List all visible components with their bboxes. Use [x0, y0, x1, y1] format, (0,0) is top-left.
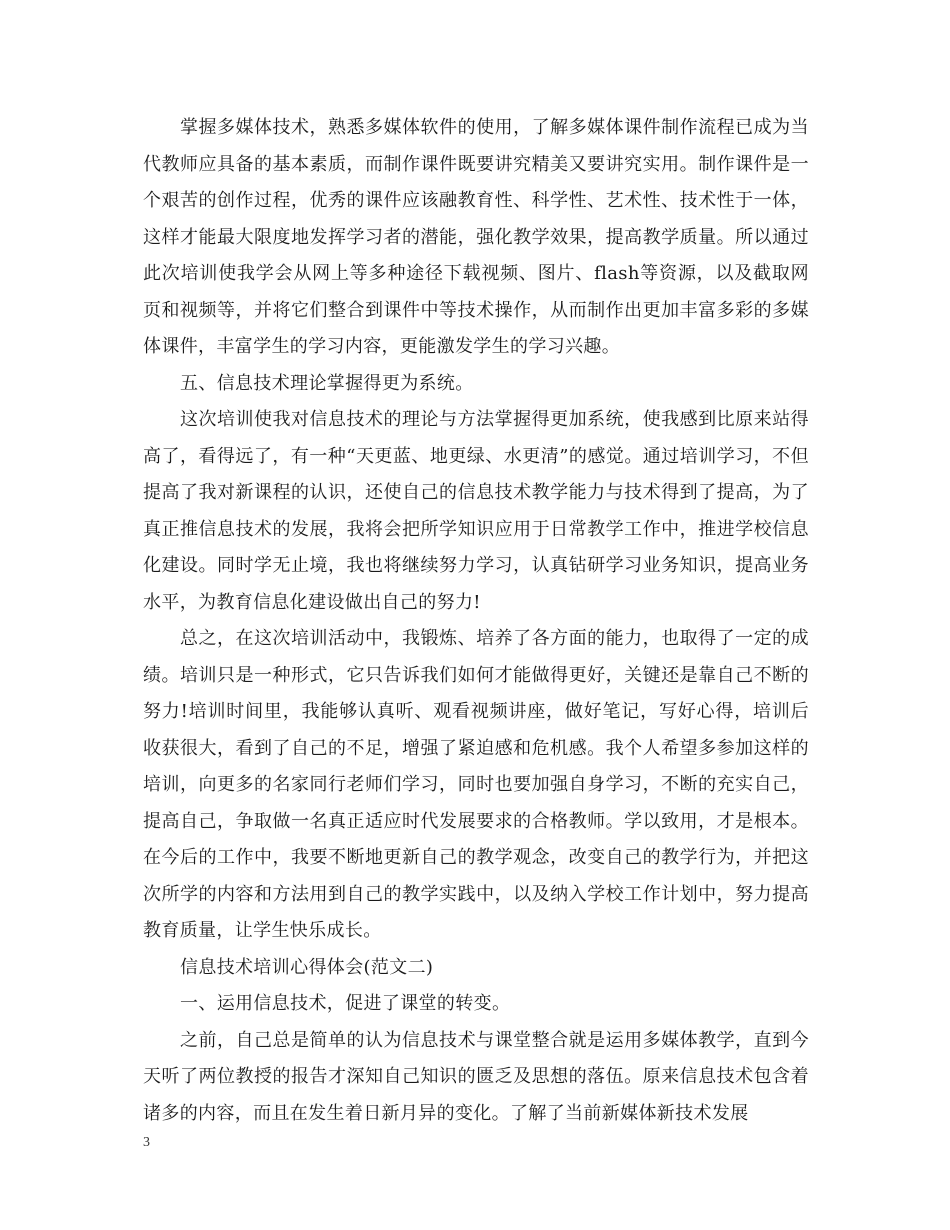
- paragraph-multimedia-skills: 掌握多媒体技术，熟悉多媒体软件的使用，了解多媒体课件制作流程已成为当代教师应具备的基本素质，而制作课件既要讲究精美又要讲究实用。制作课件是一个艰苦的创作过程，优秀的课件应该融教育性、科学性、艺术性、技术性于一体，这样才能最大限度地发挥学习者的潜能，强化教学效果，提高教学质量。所以通过此次培训使我学会从网上等多种途径下载视频、图片、flash等资源，以及截取网页和视频等，并将它们整合到课件中等技术操作，从而制作出更加丰富多彩的多媒体课件，丰富学生的学习内容，更能激发学生的学习兴趣。: [143, 117, 809, 357]
- document-body: [143, 110, 809, 1132]
- paragraph-conclusion: 总之，在这次培训活动中，我锻炼、培养了各方面的能力，也取得了一定的成绩。培训只是一种形式，它只告诉我们如何才能做得更好，关键还是靠自己不断的努力!培训时间里，我能够认真听、观看视频讲座，做好笔记，写好心得，培训后收获很大，看到了自己的不足，增强了紧迫感和危机感。我个人希望多参加这样的培训，向更多的名家同行老师们学习，同时也要加强自身学习，不断的充实自己，提高自己，争取做一名真正适应时代发展要求的合格教师。学以致用，才是根本。在今后的工作中，我要不断地更新自己的教学观念，改变自己的教学行为，并把这次所学的内容和方法用到自己的教学实践中，以及纳入学校工作计划中，努力提高教育质量，让学生快乐成长。: [143, 628, 809, 941]
- heading-sample-two: 信息技术培训心得体会(范文二): [180, 956, 434, 978]
- paragraph-theory-system: 这次培训使我对信息技术的理论与方法掌握得更加系统，使我感到比原来站得高了，看得远了，有一种“天更蓝、地更绿、水更清”的感觉。通过培训学习，不但提高了我对新课程的认识，还使自己的信息技术教学能力与技术得到了提高，为了真正推信息技术的发展，我将会把所学知识应用于日常教学工作中，推进学校信息化建设。同时学无止境，我也将继续努力学习，认真钻研学习业务知识，提高业务水平，为教育信息化建设做出自己的努力!: [143, 409, 809, 613]
- page-number: 3: [143, 1135, 150, 1150]
- heading-section-five: 五、信息技术理论掌握得更为系统。: [180, 372, 474, 394]
- paragraph-classroom-change: 之前，自己总是简单的认为信息技术与课堂整合就是运用多媒体教学，直到今天听了两位教授的报告才深知自己知识的匮乏及思想的落伍。原来信息技术包含着诸多的内容，而且在发生着日新月异的变化。了解了当前新媒体新技术发展: [143, 1029, 809, 1124]
- heading-section-one: 一、运用信息技术，促进了课堂的转变。: [180, 993, 511, 1014]
